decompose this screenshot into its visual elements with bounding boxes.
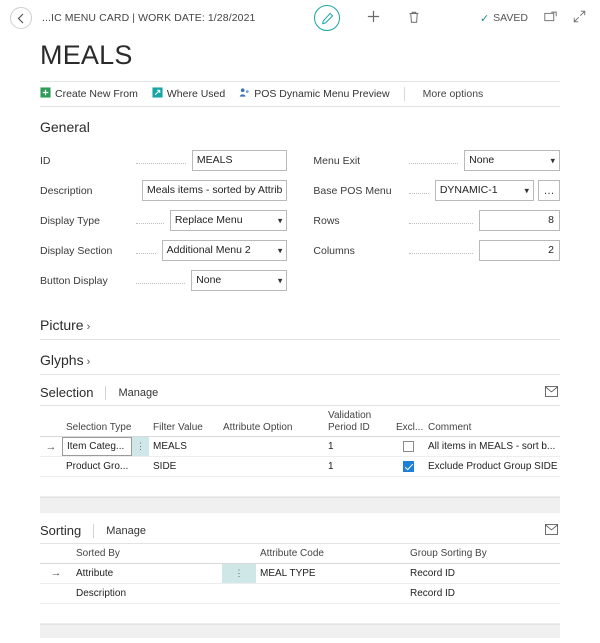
sorted-by-cell-value[interactable] [72, 604, 222, 623]
page-title: MEALS [40, 40, 133, 70]
field-description [40, 179, 287, 202]
group-sorting-by-cell-value[interactable]: Record ID [410, 587, 456, 599]
pos-dynamic-menu-preview-button[interactable] [239, 87, 389, 101]
sorting-grid [40, 544, 560, 624]
header-divider [105, 386, 106, 400]
chevron-right-icon: › [86, 356, 91, 368]
comment-cell-value[interactable]: Exclude Product Group SIDE [428, 461, 558, 472]
chevron-right-icon: › [86, 321, 91, 333]
sorted-by-cell-value[interactable]: Attribute [76, 567, 114, 579]
field-base-pos-menu-label: Base POS Menu [313, 184, 392, 197]
drag-dots-icon: ⋮ [136, 441, 145, 451]
selection-col-validation-period-id[interactable]: Validation Period ID [324, 406, 392, 437]
create-new-from-button[interactable] [40, 87, 138, 101]
edit-button[interactable] [314, 5, 340, 31]
action-ribbon [40, 81, 560, 107]
cell-group-sorting-by[interactable] [406, 603, 560, 623]
cell-filter-value[interactable] [149, 457, 219, 477]
glyphs-section-toggle[interactable] [40, 340, 560, 374]
picture-heading: Picture [40, 317, 84, 333]
field-columns-label: Columns [313, 244, 355, 257]
display-type-select[interactable]: Replace Menu ▾ [170, 210, 288, 231]
row-indicator [40, 603, 72, 623]
row-drag-handle[interactable] [132, 457, 149, 477]
breadcrumb[interactable]: ...IC MENU CARD | WORK DATE: 1/28/2021 [42, 12, 256, 24]
cell-attribute-option[interactable] [219, 457, 324, 477]
general-section [40, 107, 560, 305]
base-pos-menu-lookup [435, 180, 560, 201]
field-description-label: Description [40, 184, 93, 197]
cell-selection-type[interactable] [62, 477, 132, 497]
cell-sorted-by[interactable] [72, 603, 222, 623]
dot-leader [136, 245, 156, 254]
selection-col-arrow [40, 406, 62, 437]
field-id-label: ID [40, 154, 51, 167]
status-badge [480, 12, 528, 25]
general-left-column [40, 149, 287, 299]
attribute-option-cell-value[interactable] [219, 437, 324, 456]
cell-excluded[interactable] [392, 437, 424, 457]
general-heading: General [40, 119, 90, 135]
sorting-col-group-sorting-by[interactable]: Group Sorting By [406, 544, 560, 563]
cell-filter-value[interactable] [149, 477, 219, 497]
back-button[interactable] [10, 7, 32, 29]
create-new-from-label: Create New From [55, 88, 138, 100]
create-new-from-icon [40, 87, 51, 101]
row-drag-handle[interactable] [132, 477, 149, 497]
validation-period-cell-value[interactable]: 1 [328, 441, 334, 452]
sorting-header [40, 513, 560, 543]
table-row[interactable] [40, 437, 560, 457]
glyphs-heading: Glyphs [40, 352, 84, 368]
glyphs-section [40, 340, 560, 375]
more-options-button[interactable]: More options [422, 88, 484, 100]
sorting-grid-footer [40, 624, 560, 638]
field-menu-exit [313, 149, 560, 172]
cell-group-sorting-by[interactable] [406, 583, 560, 603]
current-row-arrow-icon: → [45, 440, 57, 453]
attribute-option-cell-value[interactable] [219, 457, 324, 476]
row-indicator [40, 457, 62, 477]
sorting-table [40, 543, 560, 638]
row-indicator [40, 477, 62, 497]
ribbon-divider [404, 87, 405, 101]
field-display-type-label: Display Type [40, 214, 100, 227]
picture-section-toggle[interactable] [40, 305, 560, 339]
selection-table [40, 405, 560, 513]
group-sorting-by-cell-value[interactable]: Record ID [410, 567, 456, 579]
current-row-arrow-icon: → [50, 567, 62, 579]
delete-button[interactable] [407, 10, 421, 27]
selection-type-cell-value[interactable] [62, 477, 132, 496]
table-row[interactable] [40, 457, 560, 477]
base-pos-menu-input[interactable]: DYNAMIC-1 ▾ [435, 180, 534, 201]
top-bar [0, 0, 600, 36]
display-section-select[interactable]: Additional Menu 2 ▾ [162, 240, 288, 261]
button-display-select[interactable]: None ▾ [191, 270, 287, 291]
trash-icon [407, 10, 421, 24]
cell-sorted-by[interactable] [72, 583, 222, 603]
id-input[interactable]: MEALS [192, 150, 288, 171]
field-base-pos-menu [313, 179, 560, 202]
selection-grid-footer [40, 497, 560, 513]
cell-group-sorting-by[interactable] [406, 563, 560, 583]
attribute-option-cell-value[interactable] [219, 477, 324, 496]
cell-sorted-by[interactable] [72, 563, 222, 583]
field-display-type [40, 209, 287, 232]
dot-leader [409, 185, 428, 194]
field-rows [313, 209, 560, 232]
where-used-icon [152, 87, 163, 101]
rows-input[interactable]: 8 [479, 210, 560, 231]
selection-type-cell-value[interactable]: Item Categ... [62, 437, 132, 456]
new-button[interactable] [366, 9, 381, 27]
selection-col-attribute-option[interactable]: Attribute Option [219, 406, 324, 437]
selection-col-selection-type[interactable]: Selection Type [62, 406, 149, 437]
selection-title: Selection [40, 385, 94, 400]
dot-leader [136, 215, 164, 224]
cell-validation-period-id[interactable] [324, 437, 392, 457]
field-display-section [40, 239, 287, 262]
field-id [40, 149, 287, 172]
expand-button[interactable] [573, 10, 586, 26]
filter-value-cell-value[interactable]: SIDE [153, 461, 177, 472]
selection-col-filter-value[interactable]: Filter Value [149, 406, 219, 437]
sorting-header-row [40, 544, 560, 563]
cell-validation-period-id[interactable] [324, 457, 392, 477]
field-button-display-label: Button Display [40, 274, 108, 287]
top-right-actions [480, 10, 590, 26]
selection-col-comment[interactable]: Comment [424, 406, 560, 437]
row-drag-handle[interactable] [222, 603, 256, 623]
row-drag-handle[interactable] [222, 563, 256, 583]
row-indicator [40, 583, 72, 603]
excluded-checkbox[interactable] [403, 441, 414, 452]
dot-leader [136, 275, 185, 284]
field-display-section-label: Display Section [40, 244, 113, 257]
table-row[interactable] [40, 563, 560, 583]
filter-value-cell-value[interactable]: MEALS [153, 441, 187, 452]
share-icon[interactable] [545, 386, 560, 400]
filter-value-cell-value[interactable] [149, 477, 219, 496]
cell-attribute-code[interactable] [256, 583, 406, 603]
cell-filter-value[interactable] [149, 437, 219, 457]
validation-period-cell-value[interactable] [324, 477, 392, 496]
cell-excluded[interactable] [392, 457, 424, 477]
table-row[interactable] [40, 477, 560, 497]
dot-leader [409, 245, 473, 254]
dot-leader [409, 215, 473, 224]
group-sorting-by-cell-value[interactable] [406, 604, 560, 623]
row-indicator [40, 563, 72, 583]
description-input[interactable]: Meals items - sorted by Attrib [142, 180, 287, 201]
cell-selection-type[interactable] [62, 437, 132, 457]
excluded-checkbox-wrap [392, 477, 424, 496]
general-right-column [313, 149, 560, 299]
base-pos-menu-lookup-button[interactable]: … [538, 180, 560, 201]
drag-dots-icon: ⋮ [234, 567, 244, 578]
dot-leader [136, 155, 186, 164]
row-indicator [40, 437, 62, 457]
arrow-left-icon [16, 13, 27, 24]
attribute-code-cell-value[interactable] [256, 604, 406, 623]
selection-grid [40, 406, 560, 497]
sorting-col-arrow [40, 544, 72, 563]
header-divider [93, 524, 94, 538]
cell-attribute-code[interactable] [256, 563, 406, 583]
selection-header-row [40, 406, 560, 437]
excluded-checkbox[interactable] [403, 461, 414, 472]
pencil-icon [321, 12, 334, 25]
cell-comment[interactable] [424, 457, 560, 477]
field-rows-label: Rows [313, 214, 340, 227]
comment-cell-value[interactable] [424, 477, 560, 496]
excluded-checkbox-wrap [392, 437, 424, 456]
picture-section [40, 305, 560, 340]
selection-col-excluded[interactable]: Excl... [392, 406, 424, 437]
sorted-by-cell-value[interactable]: Description [76, 587, 127, 599]
attribute-code-cell-value[interactable]: MEAL TYPE [260, 567, 316, 579]
field-menu-exit-label: Menu Exit [313, 154, 361, 167]
pos-preview-icon [239, 87, 250, 101]
table-row[interactable] [40, 603, 560, 623]
selection-type-cell-value[interactable]: Product Gro... [66, 461, 129, 472]
table-row[interactable] [40, 583, 560, 603]
cell-excluded[interactable] [392, 477, 424, 497]
check-icon: ✓ [479, 12, 490, 25]
sorting-col-sorted-by[interactable]: Sorted By [72, 544, 256, 563]
sorting-manage-button[interactable]: Manage [106, 524, 146, 537]
where-used-label: Where Used [166, 88, 226, 100]
open-in-new-window-icon [544, 11, 557, 23]
pos-dynamic-menu-preview-label: POS Dynamic Menu Preview [254, 88, 390, 100]
cell-comment[interactable] [424, 437, 560, 457]
general-form [40, 141, 560, 305]
sorting-title: Sorting [40, 523, 82, 538]
selection-section [40, 375, 560, 513]
sorting-section [40, 513, 560, 638]
validation-period-cell-value[interactable]: 1 [328, 461, 334, 472]
columns-input[interactable]: 2 [479, 240, 560, 261]
row-drag-handle[interactable] [222, 583, 256, 603]
cell-attribute-code[interactable] [256, 603, 406, 623]
excluded-checkbox-wrap [392, 457, 424, 476]
plus-icon [366, 9, 381, 24]
comment-cell-value[interactable]: All items in MEALS - sort b... [428, 441, 556, 452]
cell-selection-type[interactable] [62, 457, 132, 477]
selection-header [40, 375, 560, 405]
cell-attribute-option[interactable] [219, 477, 324, 497]
cell-validation-period-id[interactable] [324, 477, 392, 497]
top-center-actions [255, 5, 479, 31]
sorting-col-attribute-code[interactable]: Attribute Code [256, 544, 406, 563]
saved-label: SAVED [493, 12, 528, 24]
cell-attribute-option[interactable] [219, 437, 324, 457]
field-columns [313, 239, 560, 262]
attribute-code-cell-value[interactable] [256, 584, 406, 603]
where-used-button[interactable] [152, 87, 225, 101]
expand-icon [573, 10, 586, 23]
row-drag-handle[interactable] [132, 437, 149, 457]
field-button-display [40, 269, 287, 292]
cell-comment[interactable] [424, 477, 560, 497]
share-icon[interactable] [545, 524, 560, 538]
selection-manage-button[interactable]: Manage [118, 386, 159, 399]
open-in-new-window-button[interactable] [544, 11, 557, 26]
dot-leader [409, 155, 458, 164]
menu-exit-select[interactable]: None ▾ [464, 150, 560, 171]
